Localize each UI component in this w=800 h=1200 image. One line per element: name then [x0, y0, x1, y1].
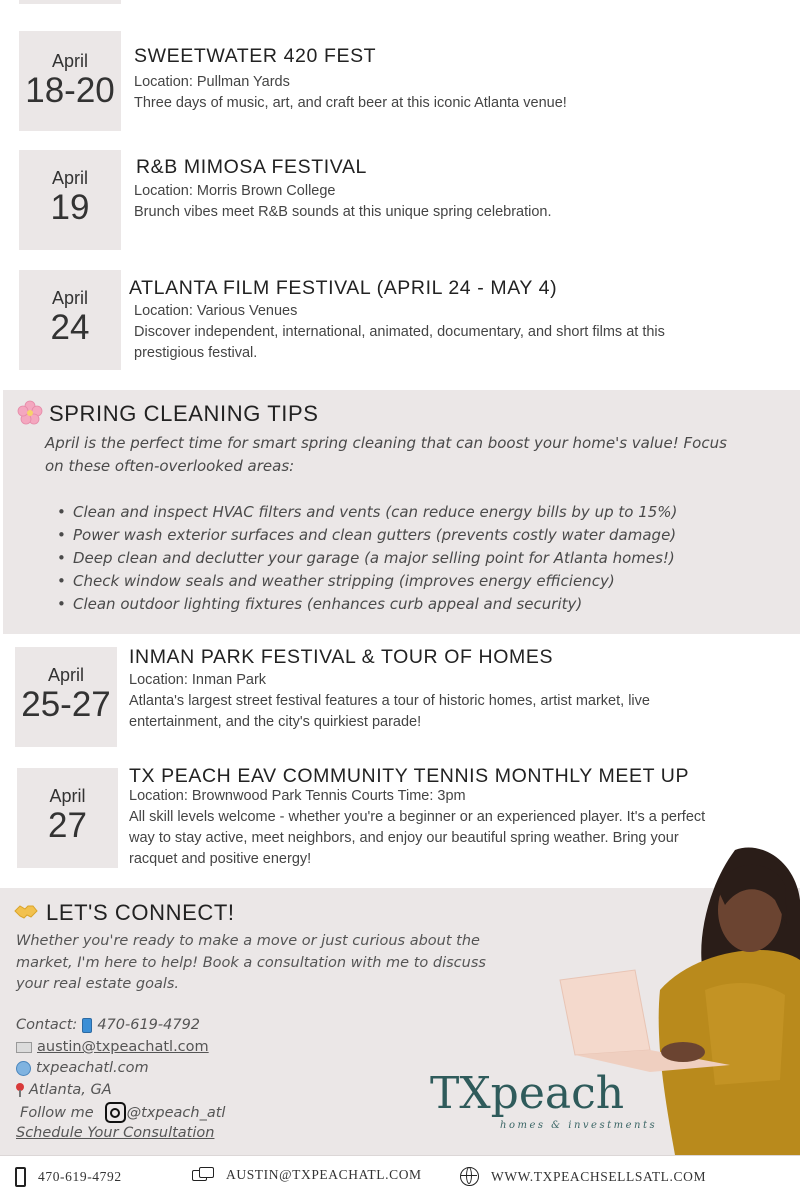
contact-website-line — [16, 1060, 149, 1076]
event-title: INMAN PARK FESTIVAL & TOUR OF HOMES — [129, 646, 554, 668]
date-month: April — [51, 168, 88, 188]
contact-label: Contact: — [16, 1017, 78, 1033]
footer-phone[interactable] — [15, 1167, 122, 1187]
globe-icon — [460, 1167, 479, 1186]
event-title: TX PEACH EAV COMMUNITY TENNIS MONTHLY MEET UP — [129, 765, 690, 787]
event-location: Location: Inman Park — [129, 672, 267, 688]
date-month: April — [51, 51, 88, 71]
footer-email-text: AUSTIN@TXPEACHATL.COM — [226, 1167, 422, 1182]
list-item: • Clean outdoor lighting fixtures (enhances curb appeal and security) — [53, 593, 773, 616]
event-title: SWEETWATER 420 FEST — [134, 45, 377, 67]
spring-cleaning-intro: April is the perfect time for smart spring cleaning that can boost your home's value! Focus on these often-overlooked areas: — [45, 434, 727, 475]
event-description: Brunch vibes meet R&B sounds at this unique spring celebration. — [134, 204, 552, 220]
date-day: 24 — [50, 308, 90, 347]
event-location: Location: Pullman Yards — [134, 74, 290, 90]
list-item: • Clean and inspect HVAC filters and vents (can reduce energy bills by up to 15%) — [53, 501, 773, 524]
event-description: Three days of music, art, and craft beer at this iconic Atlanta venue! — [134, 95, 567, 111]
event-location: Location: Morris Brown College — [134, 183, 336, 199]
date-month: April — [51, 288, 88, 308]
date-day: 19 — [50, 188, 90, 227]
date-box — [19, 270, 121, 370]
footer-website-text: WWW.TXPEACHSELLSATL.COM — [491, 1168, 707, 1184]
event-location: Location: Various Venues — [134, 303, 298, 319]
list-item: • Check window seals and weather stripping (improves energy efficiency) — [53, 570, 773, 593]
event-title: ATLANTA FILM FESTIVAL (APRIL 24 - MAY 4) — [129, 277, 558, 299]
footer-phone-text: 470-619-4792 — [38, 1169, 122, 1184]
globe-icon — [16, 1061, 31, 1076]
instagram-handle[interactable]: @txpeach_atl — [126, 1104, 226, 1121]
footer-email[interactable] — [192, 1167, 422, 1183]
website-link[interactable]: txpeachatl.com — [36, 1060, 149, 1076]
list-item: • Deep clean and declutter your garage (a major selling point for Atlanta homes!) — [53, 547, 773, 570]
date-box — [17, 768, 118, 868]
follow-label: Follow me — [20, 1104, 94, 1121]
event-title: R&B MIMOSA FESTIVAL — [136, 156, 368, 178]
txpeach-logo — [430, 1068, 680, 1143]
event-description: All skill levels welcome - whether you're a beginner or an experienced player. It's a perfect way to stay active, meet neighbors, and enjoy our beautiful spring weather. Bring your racquet and positive energy! — [129, 809, 706, 867]
spring-cleaning-section — [3, 390, 800, 634]
email-link[interactable]: austin@txpeachatl.com — [37, 1039, 209, 1055]
schedule-consultation-link[interactable]: Schedule Your Consultation — [16, 1125, 215, 1141]
contact-location-line — [16, 1082, 112, 1098]
blossom-icon — [17, 400, 43, 426]
contact-email-line — [16, 1039, 209, 1055]
logo-wordmark: TXpeach — [430, 1068, 625, 1119]
contact-phone[interactable]: 470-619-4792 — [97, 1017, 201, 1033]
date-day: 25-27 — [21, 685, 111, 724]
previous-date-box-edge — [19, 0, 121, 4]
contact-social-line — [20, 1102, 225, 1123]
mobile-phone-icon — [82, 1018, 92, 1033]
date-day: 18-20 — [25, 71, 115, 110]
pin-icon — [16, 1083, 24, 1097]
date-day: 27 — [48, 806, 87, 845]
date-box — [19, 31, 121, 131]
contact-phone-line — [16, 1017, 200, 1033]
date-box — [19, 150, 121, 250]
location-text: Atlanta, GA — [29, 1082, 112, 1098]
instagram-icon[interactable] — [105, 1102, 126, 1123]
footer-bar — [0, 1155, 800, 1200]
list-item: • Power wash exterior surfaces and clean gutters (prevents costly water damage) — [53, 524, 773, 547]
handshake-icon — [14, 902, 38, 922]
logo-tagline: homes & investments — [500, 1120, 658, 1131]
chat-bubbles-icon — [192, 1167, 214, 1183]
date-box — [15, 647, 117, 747]
date-month: April — [49, 786, 86, 806]
event-location: Location: Brownwood Park Tennis Courts Time: 3pm — [129, 788, 466, 804]
connect-intro: Whether you're ready to make a move or just curious about the market, I'm here to help! Book a consultation with me to discuss your real estate goals. — [16, 933, 486, 992]
event-description: Atlanta's largest street festival features a tour of historic homes, artist market, live entertainment, and the city's quirkiest parade! — [129, 693, 650, 730]
tips-list — [53, 501, 773, 616]
event-description: Discover independent, international, animated, documentary, and short films at this prestigious festival. — [134, 324, 665, 361]
connect-heading: LET'S CONNECT! — [46, 900, 235, 925]
footer-website[interactable] — [460, 1167, 706, 1186]
schedule-consultation-line — [16, 1125, 214, 1141]
smartphone-icon — [15, 1167, 26, 1187]
envelope-icon — [16, 1042, 32, 1053]
date-month: April — [47, 665, 84, 685]
spring-cleaning-heading: SPRING CLEANING TIPS — [49, 401, 319, 426]
